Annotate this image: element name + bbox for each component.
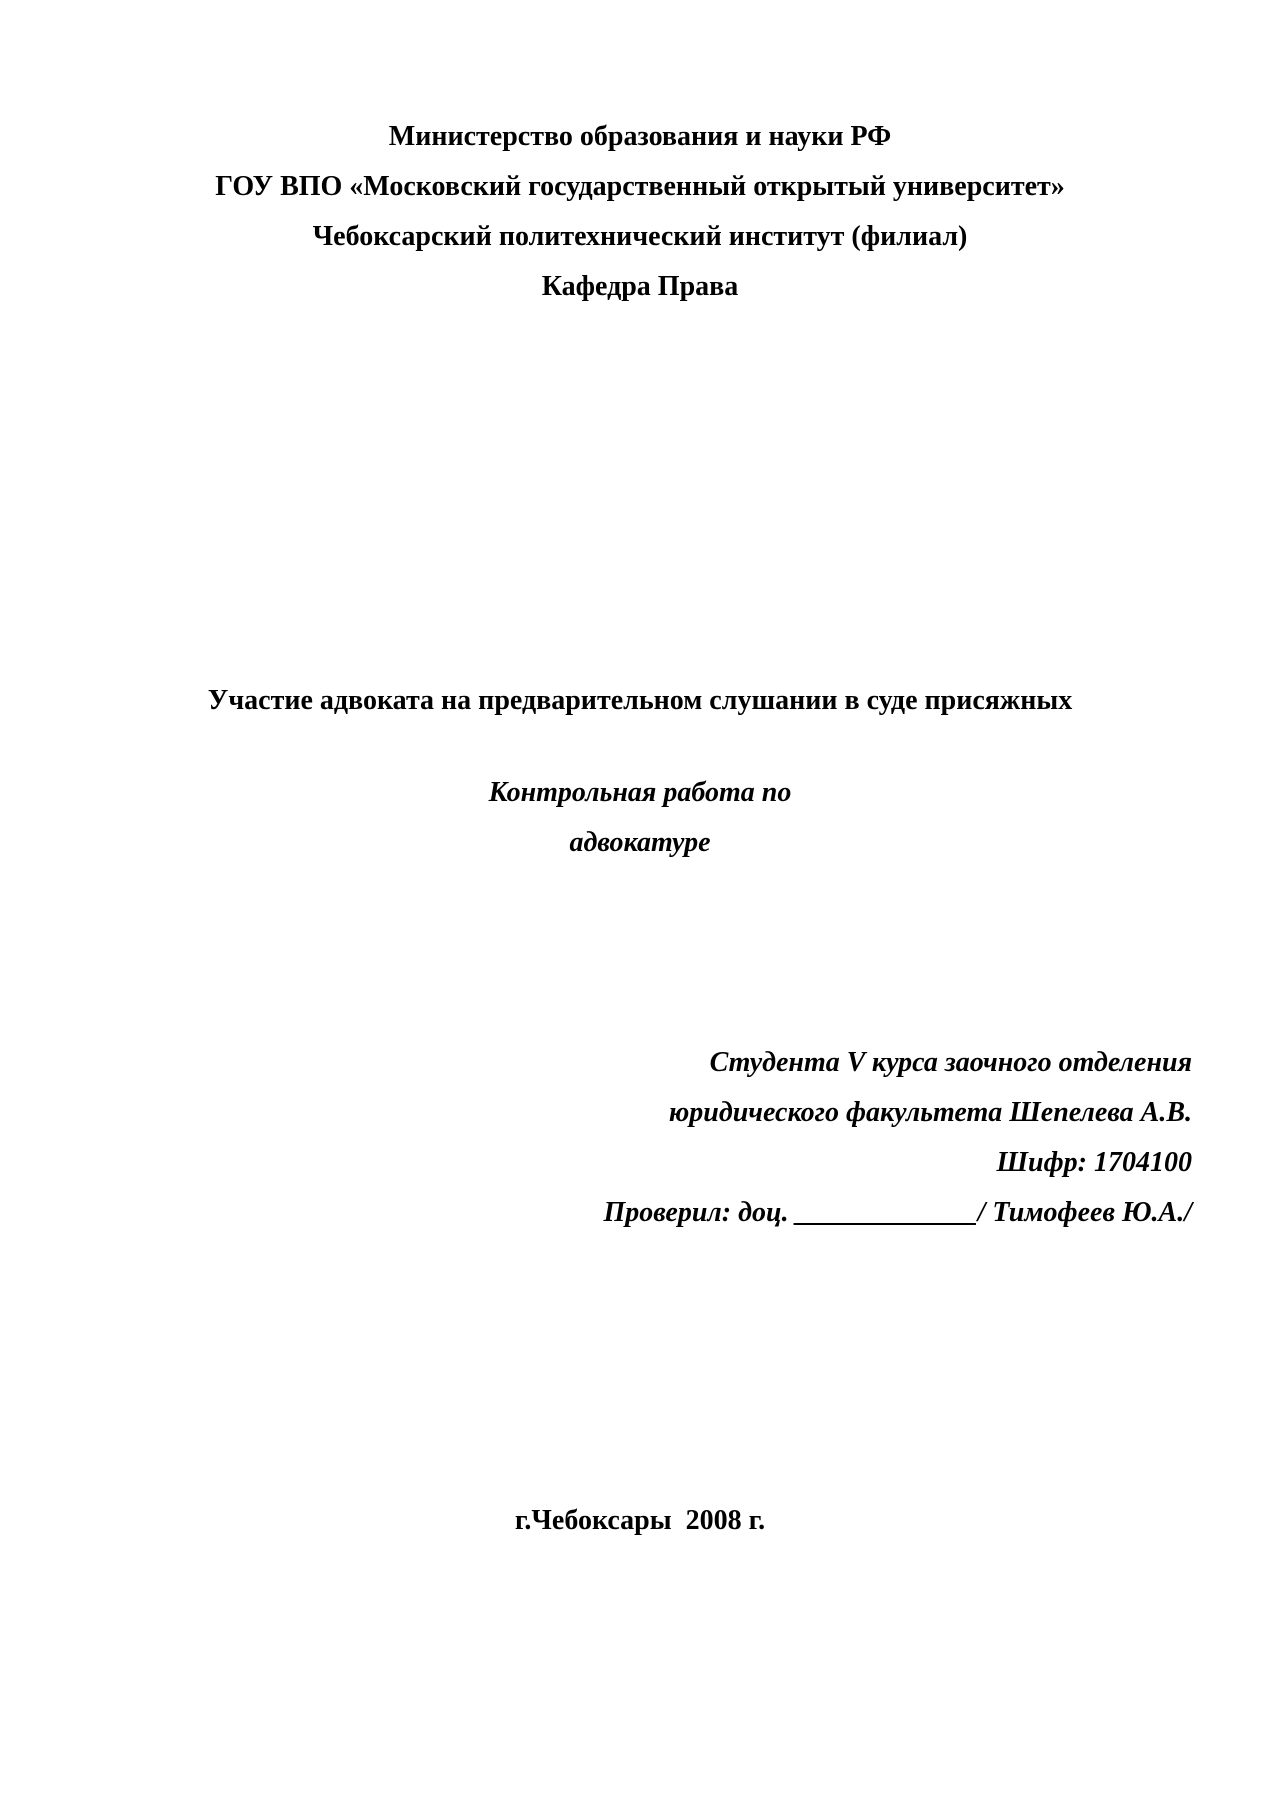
student-course-line: Студента V курса заочного отделения: [709, 1047, 1192, 1078]
work-type-line2: адвокатуре: [569, 827, 711, 858]
reviewer-line: Проверил: доц. _____________/ Тимофеев Ю.А./: [603, 1197, 1192, 1228]
institute-heading: Чебоксарский политехнический институт (филиал): [312, 221, 968, 252]
student-faculty-name-line: юридического факультета Шепелева А.В.: [668, 1097, 1192, 1128]
ministry-heading: Министерство образования и науки РФ: [388, 121, 892, 152]
university-heading: ГОУ ВПО «Московский государственный открытый университет»: [215, 171, 1065, 202]
work-type-line1: Контрольная работа по: [488, 777, 792, 808]
city-year-footer: г.Чебоксары 2008 г.: [514, 1505, 766, 1536]
department-heading: Кафедра Права: [541, 271, 739, 302]
work-topic-title: Участие адвоката на предварительном слушании в суде присяжных: [207, 685, 1073, 716]
student-code-line: Шифр: 1704100: [996, 1147, 1192, 1178]
